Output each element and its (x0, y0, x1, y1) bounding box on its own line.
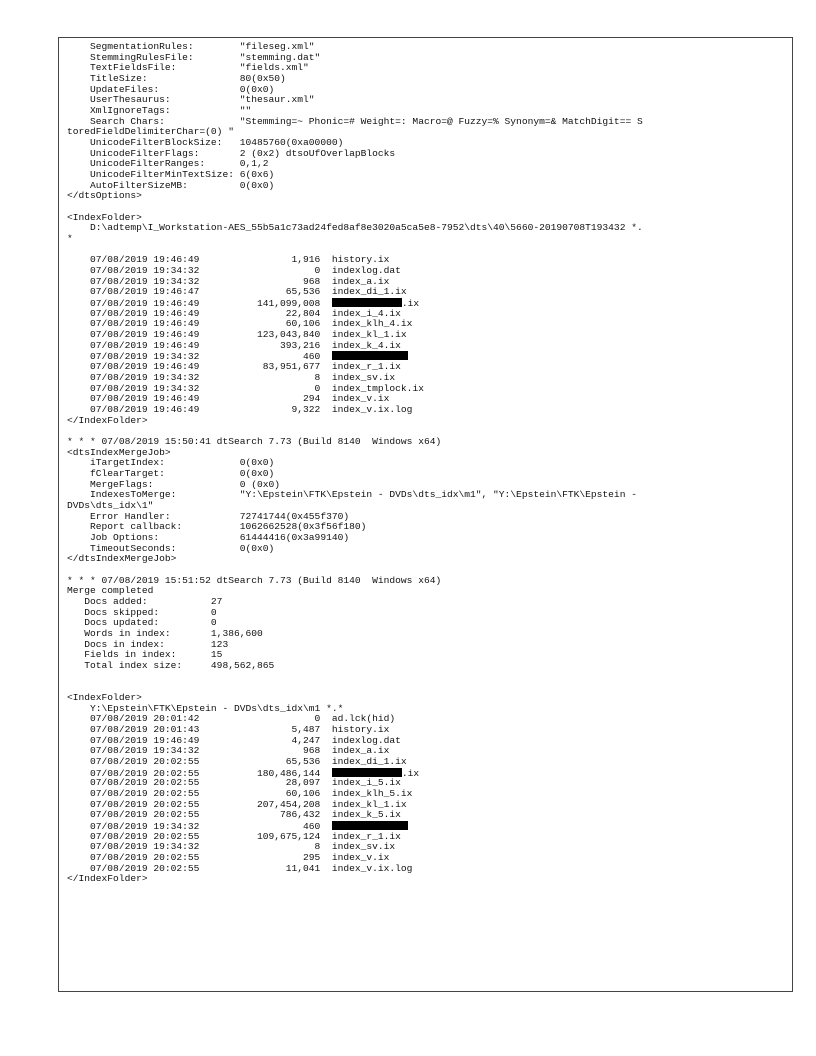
file-name: history.ix (331, 254, 390, 266)
file-name: ad.lck(hid) (331, 713, 396, 725)
file-name: index_a.ix (331, 275, 390, 287)
file-date-size: 07/08/2019 20:01:42 0 (67, 713, 332, 725)
redaction-bar (332, 298, 402, 307)
folder-path: Y:\Epstein\FTK\Epstein - DVDs\dts_idx\m1 *.* (67, 702, 344, 714)
file-name: index_di_1.ix (331, 756, 407, 768)
file-name: .ix (401, 767, 420, 779)
file-date-size: 07/08/2019 20:02:55 207,454,208 (67, 798, 332, 810)
file-name: index_k_4.ix (331, 339, 401, 351)
text-line: IndexesToMerge: "Y:\Epstein\FTK\Epstein - DVDs\dts_idx\m1", "Y:\Epstein\FTK\Epstein - (67, 489, 637, 501)
text-line: UpdateFiles: 0(0x0) (67, 83, 275, 95)
text-line: StemmingRulesFile: "stemming.dat" (67, 51, 321, 63)
text-line: Docs updated: 0 (67, 617, 217, 629)
file-name: index_tmplock.ix (331, 382, 424, 394)
text-line: AutoFilterSizeMB: 0(0x0) (67, 179, 275, 191)
text-line: TextFieldsFile: "fields.xml" (67, 62, 309, 74)
text-line: Docs in index: 123 (67, 638, 229, 650)
file-name: indexlog.dat (331, 265, 401, 277)
text-line: UnicodeFilterMinTextSize: 6(0x6) (67, 169, 275, 181)
file-name: index_i_5.ix (331, 777, 401, 789)
file-name: index_v.ix (331, 393, 390, 405)
file-row (67, 757, 787, 768)
file-name: index_sv.ix (331, 371, 396, 383)
merge-completed-section (67, 576, 787, 672)
file-date-size: 07/08/2019 19:34:32 968 (67, 275, 332, 287)
file-date-size: 07/08/2019 20:02:55 28,097 (67, 777, 332, 789)
file-name: index_di_1.ix (331, 286, 407, 298)
index-folder-section-2 (67, 693, 787, 885)
file-date-size: 07/08/2019 19:46:49 141,099,008 (67, 298, 332, 310)
file-date-size: 07/08/2019 19:34:32 0 (67, 382, 332, 394)
text-line: <dtsIndexMergeJob> (67, 446, 171, 458)
file-name: index_r_1.ix (331, 361, 401, 373)
file-list (67, 255, 787, 415)
file-name: index_kl_1.ix (331, 329, 407, 341)
folder-path-wrap: * (67, 233, 73, 245)
document-page (58, 37, 793, 992)
text-line: iTargetIndex: 0(0x0) (67, 457, 275, 469)
file-date-size: 07/08/2019 19:46:49 22,804 (67, 307, 332, 319)
text-line: Report callback: 1062662528(0x3f56f180) (67, 521, 367, 533)
text-line: Fields in index: 15 (67, 649, 223, 661)
file-name: index_i_4.ix (331, 307, 401, 319)
file-date-size: 07/08/2019 20:02:55 65,536 (67, 756, 332, 768)
file-date-size: 07/08/2019 19:46:49 123,043,840 (67, 329, 332, 341)
file-name: index_k_5.ix (331, 809, 401, 821)
file-date-size: 07/08/2019 20:02:55 11,041 (67, 862, 332, 874)
text-line: MergeFlags: 0 (0x0) (67, 478, 281, 490)
text-line: * * * 07/08/2019 15:50:41 dtSearch 7.73 (Build 8140 Windows x64) (67, 435, 442, 447)
file-date-size: 07/08/2019 20:01:43 5,487 (67, 724, 332, 735)
file-name: history.ix (331, 724, 390, 735)
file-row (67, 405, 787, 416)
dts-options-section (67, 42, 787, 202)
file-list (67, 714, 787, 874)
text-line: Docs added: 27 (67, 595, 223, 607)
file-name: index_klh_5.ix (331, 788, 413, 800)
text-line: Job Options: 61444416(0x3a99140) (67, 531, 350, 543)
file-name: index_a.ix (331, 745, 390, 757)
index-folder-open-tag: <IndexFolder> (67, 211, 142, 223)
file-name: index_v.ix.log (331, 862, 413, 874)
text-line: Words in index: 1,386,600 (67, 627, 263, 639)
redaction-bar (332, 821, 408, 830)
file-name: index_r_1.ix (331, 830, 401, 842)
file-date-size: 07/08/2019 19:46:49 294 (67, 393, 332, 405)
text-line: SegmentationRules: "fileseg.xml" (67, 41, 315, 52)
text-line: Search Chars: "Stemming=~ Phonic=# Weight=: Macro=@ Fuzzy=% Synonym=& MatchDigit== S (67, 115, 643, 127)
index-folder-section-1 (67, 213, 787, 426)
file-name: index_kl_1.ix (331, 798, 407, 810)
file-date-size: 07/08/2019 19:46:49 4,247 (67, 734, 332, 746)
file-name: index_sv.ix (331, 841, 396, 853)
file-row (67, 287, 787, 298)
file-name: .ix (401, 298, 420, 310)
file-date-size: 07/08/2019 20:02:55 295 (67, 852, 332, 864)
redaction-bar (332, 351, 408, 360)
file-date-size: 07/08/2019 19:46:49 393,216 (67, 339, 332, 351)
file-name: index_v.ix (331, 852, 390, 864)
folder-path: D:\adtemp\I_Workstation-AES_55b5a1c73ad24fed8af8e3020a5ca5e8-7952\dts\40\5660-20190708T193432 *. (67, 222, 643, 234)
file-row (67, 864, 787, 875)
text-line: Merge completed (67, 585, 154, 597)
text-line: UnicodeFilterBlockSize: 10485760(0xa00000) (67, 137, 344, 149)
file-date-size: 07/08/2019 20:02:55 60,106 (67, 788, 332, 800)
file-date-size: 07/08/2019 20:02:55 180,486,144 (67, 767, 332, 779)
merge-job-section (67, 437, 787, 565)
file-date-size: 07/08/2019 20:02:55 109,675,124 (67, 830, 332, 842)
text-line: </dtsOptions> (67, 190, 142, 202)
file-date-size: 07/08/2019 19:34:32 8 (67, 841, 332, 853)
file-date-size: 07/08/2019 19:34:32 0 (67, 265, 332, 277)
text-line: TitleSize: 80(0x50) (67, 73, 286, 85)
text-line: toredFieldDelimiterChar=(0) " (67, 126, 234, 138)
redaction-bar (332, 768, 402, 777)
file-date-size: 07/08/2019 20:02:55 786,432 (67, 809, 332, 821)
file-date-size: 07/08/2019 19:46:49 60,106 (67, 318, 332, 330)
text-line: </dtsIndexMergeJob> (67, 553, 177, 565)
file-date-size: 07/08/2019 19:34:32 968 (67, 745, 332, 757)
file-date-size: 07/08/2019 19:46:49 1,916 (67, 254, 332, 266)
text-line: TimeoutSeconds: 0(0x0) (67, 542, 275, 554)
file-date-size: 07/08/2019 19:46:49 9,322 (67, 403, 332, 415)
text-line: Error Handler: 72741744(0x455f370) (67, 510, 350, 522)
log-text (67, 42, 787, 885)
text-line: UnicodeFilterFlags: 2 (0x2) dtsoUfOverlapBlocks (67, 147, 396, 159)
text-line: XmlIgnoreTags: "" (67, 105, 252, 117)
index-folder-close-tag: </IndexFolder> (67, 873, 148, 885)
text-line: UnicodeFilterRanges: 0,1,2 (67, 158, 269, 170)
text-line: DVDs\dts_idx\1" (67, 499, 154, 511)
file-date-size: 07/08/2019 19:46:47 65,536 (67, 286, 332, 298)
text-line: * * * 07/08/2019 15:51:52 dtSearch 7.73 (Build 8140 Windows x64) (67, 574, 442, 586)
text-line: UserThesaurus: "thesaur.xml" (67, 94, 315, 106)
text-line: fClearTarget: 0(0x0) (67, 467, 275, 479)
file-name: indexlog.dat (331, 734, 401, 746)
file-row (67, 810, 787, 821)
file-name: index_v.ix.log (331, 403, 413, 415)
file-row (67, 341, 787, 352)
file-name: index_klh_4.ix (331, 318, 413, 330)
index-folder-open-tag: <IndexFolder> (67, 691, 142, 703)
index-folder-close-tag: </IndexFolder> (67, 414, 148, 426)
file-date-size: 07/08/2019 19:34:32 460 (67, 821, 332, 833)
file-date-size: 07/08/2019 19:34:32 8 (67, 371, 332, 383)
text-line: Docs skipped: 0 (67, 606, 217, 618)
file-date-size: 07/08/2019 19:46:49 83,951,677 (67, 361, 332, 373)
text-line: Total index size: 498,562,865 (67, 659, 275, 671)
file-date-size: 07/08/2019 19:34:32 460 (67, 351, 332, 363)
